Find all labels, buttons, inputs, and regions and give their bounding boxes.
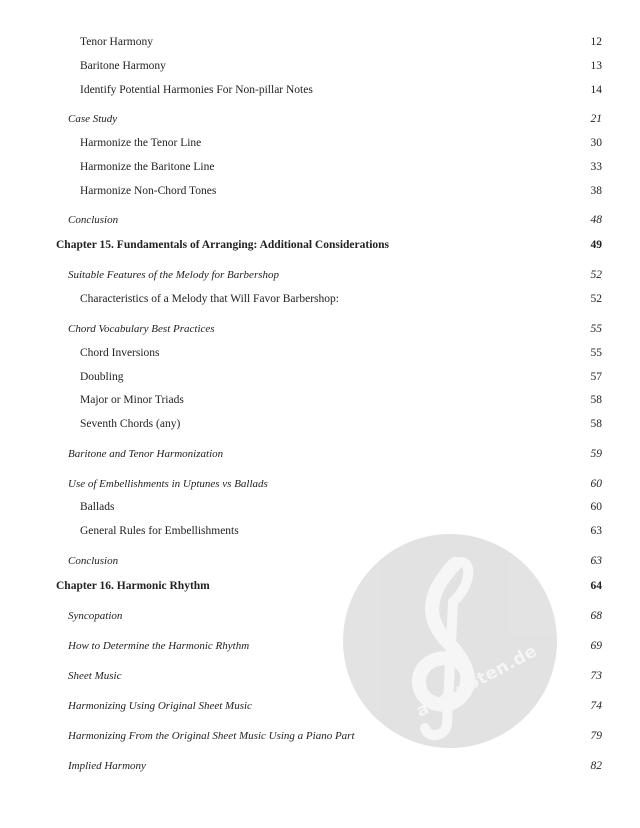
toc-entry-title: Use of Embellishments in Uptunes vs Ballads [68, 478, 268, 490]
toc-entry-title: Baritone Harmony [80, 60, 166, 72]
watermark-text: alle-noten.de [413, 641, 541, 722]
toc-entry-page-number: 58 [590, 394, 602, 406]
toc-entry[interactable] [0, 181, 640, 201]
toc-entry-title: Seventh Chords (any) [80, 418, 181, 430]
toc-entry-title: Sheet Music [68, 670, 122, 682]
toc-entry-page-number: 55 [590, 347, 602, 359]
toc-entry-title: Characteristics of a Melody that Will Favor Barbershop: [80, 293, 339, 305]
toc-entry-page-number: 82 [590, 760, 602, 772]
toc-entry-page-number: 69 [590, 640, 602, 652]
toc-entry-title: Tenor Harmony [80, 36, 153, 48]
toc-entry-title: Harmonize the Baritone Line [80, 161, 215, 173]
toc-entry-page-number: 48 [590, 214, 602, 226]
toc-entry-title: Harmonize Non-Chord Tones [80, 185, 217, 197]
toc-entry-title: Identify Potential Harmonies For Non-pillar Notes [80, 84, 313, 96]
toc-entry-page-number: 30 [590, 137, 602, 149]
toc-entry[interactable] [0, 289, 640, 309]
toc-entry-page-number: 60 [590, 478, 602, 490]
toc-entry[interactable] [0, 444, 640, 464]
toc-entry[interactable] [0, 109, 640, 129]
toc-entry[interactable] [0, 367, 640, 387]
toc-entry-page-number: 63 [590, 555, 602, 567]
toc-entry-page-number: 33 [590, 161, 602, 173]
toc-entry[interactable] [0, 265, 640, 285]
toc-entry-page-number: 38 [590, 185, 602, 197]
toc-entry-page-number: 59 [590, 448, 602, 460]
toc-entry-page-number: 73 [590, 670, 602, 682]
toc-entry-title: Suitable Features of the Melody for Barbershop [68, 269, 280, 281]
toc-entry-title: Case Study [68, 113, 118, 125]
toc-entry-page-number: 52 [590, 293, 602, 305]
toc-entry-title: Doubling [80, 371, 124, 383]
toc-entry-title: Baritone and Tenor Harmonization [68, 448, 224, 460]
toc-entry-title: Harmonizing Using Original Sheet Music [68, 700, 252, 712]
toc-entry-title: General Rules for Embellishments [80, 525, 239, 537]
toc-entry[interactable] [0, 56, 640, 76]
toc-entry[interactable] [0, 133, 640, 153]
toc-entry[interactable] [0, 32, 640, 52]
toc-entry[interactable] [0, 80, 640, 100]
toc-entry-title: How to Determine the Harmonic Rhythm [68, 640, 250, 652]
toc-entry-page-number: 49 [590, 239, 602, 251]
toc-entry-title: Harmonize the Tenor Line [80, 137, 202, 149]
toc-entry-page-number: 79 [590, 730, 602, 742]
toc-entry-page-number: 57 [590, 371, 602, 383]
treble-clef-icon [343, 534, 557, 748]
toc-entry-page-number: 68 [590, 610, 602, 622]
toc-entry-title: Major or Minor Triads [80, 394, 184, 406]
toc-entry[interactable] [0, 497, 640, 517]
toc-entry-page-number: 55 [590, 323, 602, 335]
toc-entry[interactable] [0, 474, 640, 494]
toc-entry-title: Chapter 16. Harmonic Rhythm [56, 580, 210, 592]
toc-entry[interactable] [0, 343, 640, 363]
toc-entry[interactable] [0, 414, 640, 434]
toc-entry-page-number: 58 [590, 418, 602, 430]
toc-entry-title: Harmonizing From the Original Sheet Music Using a Piano Part [68, 730, 355, 742]
toc-chapter-entry[interactable] [0, 235, 640, 255]
toc-entry[interactable] [0, 319, 640, 339]
toc-entry-page-number: 63 [590, 525, 602, 537]
toc-entry[interactable] [0, 157, 640, 177]
toc-entry[interactable] [0, 210, 640, 230]
toc-entry-page-number: 74 [590, 700, 602, 712]
toc-entry-title: Syncopation [68, 610, 123, 622]
toc-entry-page-number: 12 [590, 36, 602, 48]
toc-entry-page-number: 21 [590, 113, 602, 125]
toc-entry-page-number: 14 [590, 84, 602, 96]
toc-entry-title: Ballads [80, 501, 115, 513]
toc-entry-page-number: 64 [590, 580, 602, 592]
toc-entry-title: Conclusion [68, 214, 119, 226]
toc-entry-page-number: 52 [590, 269, 602, 281]
toc-entry-title: Conclusion [68, 555, 119, 567]
toc-entry[interactable] [0, 390, 640, 410]
toc-entry-page-number: 13 [590, 60, 602, 72]
toc-entry-title: Chord Vocabulary Best Practices [68, 323, 215, 335]
toc-entry-title: Implied Harmony [68, 760, 146, 772]
toc-entry-title: Chapter 15. Fundamentals of Arranging: Additional Considerations [56, 239, 390, 251]
toc-entry-page-number: 60 [590, 501, 602, 513]
toc-entry[interactable] [0, 756, 640, 776]
toc-entry-title: Chord Inversions [80, 347, 160, 359]
watermark-logo [343, 534, 557, 748]
